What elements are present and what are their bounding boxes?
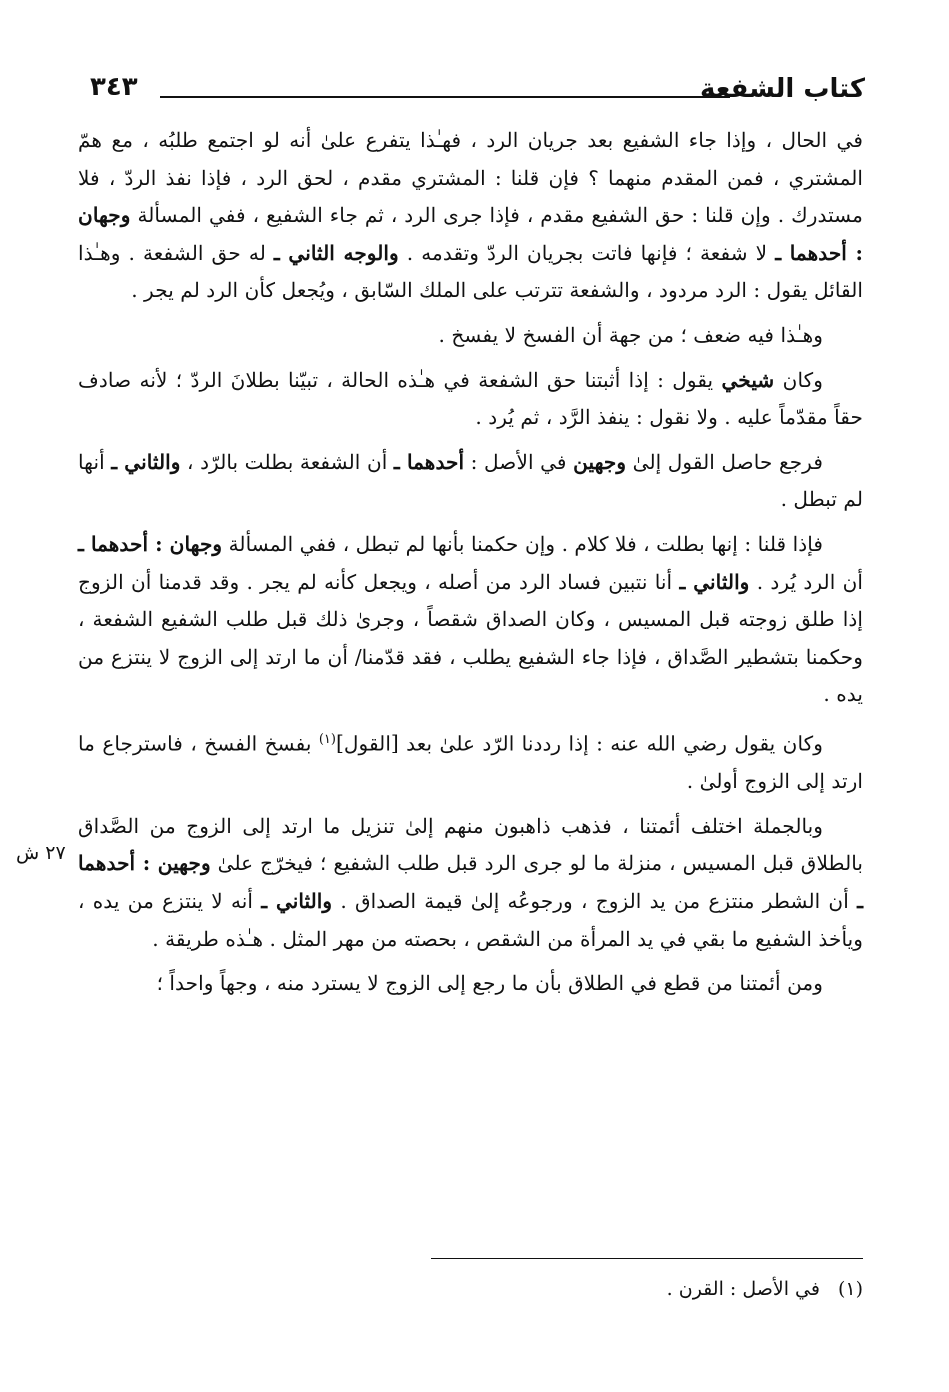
- bold-term: والثاني ـ: [261, 889, 333, 914]
- paragraph: [78, 444, 863, 519]
- body-text: [78, 122, 863, 1010]
- text-run: أن الشفعة بطلت بالرّد ،: [180, 449, 394, 474]
- chapter-title: كتاب الشفعة: [700, 74, 865, 104]
- paragraph: [78, 721, 863, 801]
- text-run: وكان يقول رضي الله عنه : إذا رددنا الرّد علىٰ بعد [القول]: [335, 731, 823, 756]
- text-run: فرجع حاصل القول إلىٰ: [626, 449, 823, 474]
- manuscript-folio-note: ٢٧ ش: [16, 842, 66, 864]
- paragraph: [78, 526, 863, 714]
- footnote-number: (١): [837, 1278, 863, 1300]
- bold-term: وجهان : أحدهما ـ: [78, 203, 863, 265]
- footnote-ref: (١): [318, 731, 336, 747]
- paragraph: [78, 362, 863, 437]
- text-run: أنها لم تبطل .: [78, 449, 863, 512]
- page-number: ٣٤٣: [90, 72, 138, 102]
- bold-term: شيخي: [721, 367, 775, 392]
- text-run: أن الرد يُرد .: [749, 569, 864, 594]
- paragraph: [78, 808, 863, 958]
- text-run: أنا نتبين فساد الرد من أصله ، ويجعل كأنه لم يجر . وقد قدمنا أن الزوج إذا طلق زوجته قبل المسيس ، وكان الصداق شقصاً ، وجرىٰ ذلك قبل طلب الشفيع الشفعة ، وحكمنا بتشطير الصَّداق ، فإذا جاء الشفيع يطلب ، فقد قدّمنا/ أن ما ارتد إلى الزوج لا ينتزع من يده .: [78, 569, 863, 707]
- text-run: وبالجملة اختلف أئمتنا ، فذهب ذاهبون منهم إلىٰ تنزيل ما ارتد إلى الزوج من الصَّداق بالطلاق قبل المسيس ، منزلة ما لو جرى الرد قبل طلب الشفيع ؛ فيخرّج علىٰ: [78, 813, 863, 876]
- bold-term: وجهين : أحدهما ـ: [78, 851, 863, 914]
- text-run: يقول : إذا أثبتنا حق الشفعة في هـٰذه الحالة ، تبيّنا بطلانَ الردّ ؛ لأنه صادف حقاً مقدّماً عليه . ولا نقول : ينفذ الرَّد ، ثم يُرد .: [78, 367, 863, 430]
- footnote-text: في الأصل : القرن .: [666, 1278, 820, 1300]
- text-run: أنه لا ينتزع من يده ، ويأخذ الشفيع ما بقي في يد المرأة من الشقص ، بحصته من مهر المثل . هـٰذه طريقة .: [78, 889, 863, 951]
- bold-term: وجهين: [573, 449, 627, 474]
- text-run: في الحال ، وإذا جاء الشفيع بعد جريان الرد ، فهـٰذا يتفرع علىٰ أنه لو اجتمع طلبُه ، مع همّ المشتري ، فمن المقدم منهما ؟ فإن قلنا : المشتري مقدم ، لحق الرد ، فإذا نفذ الردّ ، فلا مستدرك . وإن قلنا : حق الشفيع مقدم ، فإذا جرى الرد ، ثم جاء الشفيع ، ففي المسألة: [78, 128, 863, 228]
- paragraph: [78, 122, 863, 310]
- text-run: بفسخ الفسخ ، فاسترجاع ما ارتد إلى الزوج أولىٰ .: [78, 731, 863, 794]
- paragraph: [78, 317, 863, 355]
- header-rule: [160, 96, 730, 98]
- bold-term: والوجه الثاني ـ: [273, 240, 399, 265]
- running-header: [90, 70, 865, 114]
- text-run: أن الشطر منتزع من يد الزوج ، ورجوعُه إلىٰ قيمة الصداق .: [332, 889, 858, 914]
- bold-term: والثاني ـ: [111, 449, 181, 474]
- text-run: فإذا قلنا : إنها بطلت ، فلا كلام . وإن حكمنا بأنها لم تبطل ، ففي المسألة: [222, 531, 823, 556]
- bold-term: أحدهما ـ: [393, 449, 465, 474]
- bold-term: وجهان : أحدهما ـ: [78, 531, 223, 556]
- bold-term: والثاني ـ: [679, 569, 750, 594]
- footnote-rule: [431, 1258, 863, 1259]
- paragraph: [78, 965, 863, 1003]
- text-run: لا شفعة ؛ فإنها فاتت بجريان الردّ وتقدمه .: [398, 240, 776, 265]
- text-run: وكان: [774, 367, 823, 392]
- text-run: له حق الشفعة . وهـٰذا القائل يقول : الرد مردود ، والشفعة تترتب على الملك السّابق ، ويُجعل كأن الرد لم يجر .: [78, 240, 863, 303]
- footnote: [263, 1274, 863, 1304]
- text-run: وهـٰذا فيه ضعف ؛ من جهة أن الفسخ لا يفسخ .: [438, 322, 823, 347]
- text-run: في الأصل :: [464, 449, 574, 474]
- text-run: ومن أئمتنا من قطع في الطلاق بأن ما رجع إلى الزوج لا يسترد منه ، وجهاً واحداً ؛: [156, 971, 823, 996]
